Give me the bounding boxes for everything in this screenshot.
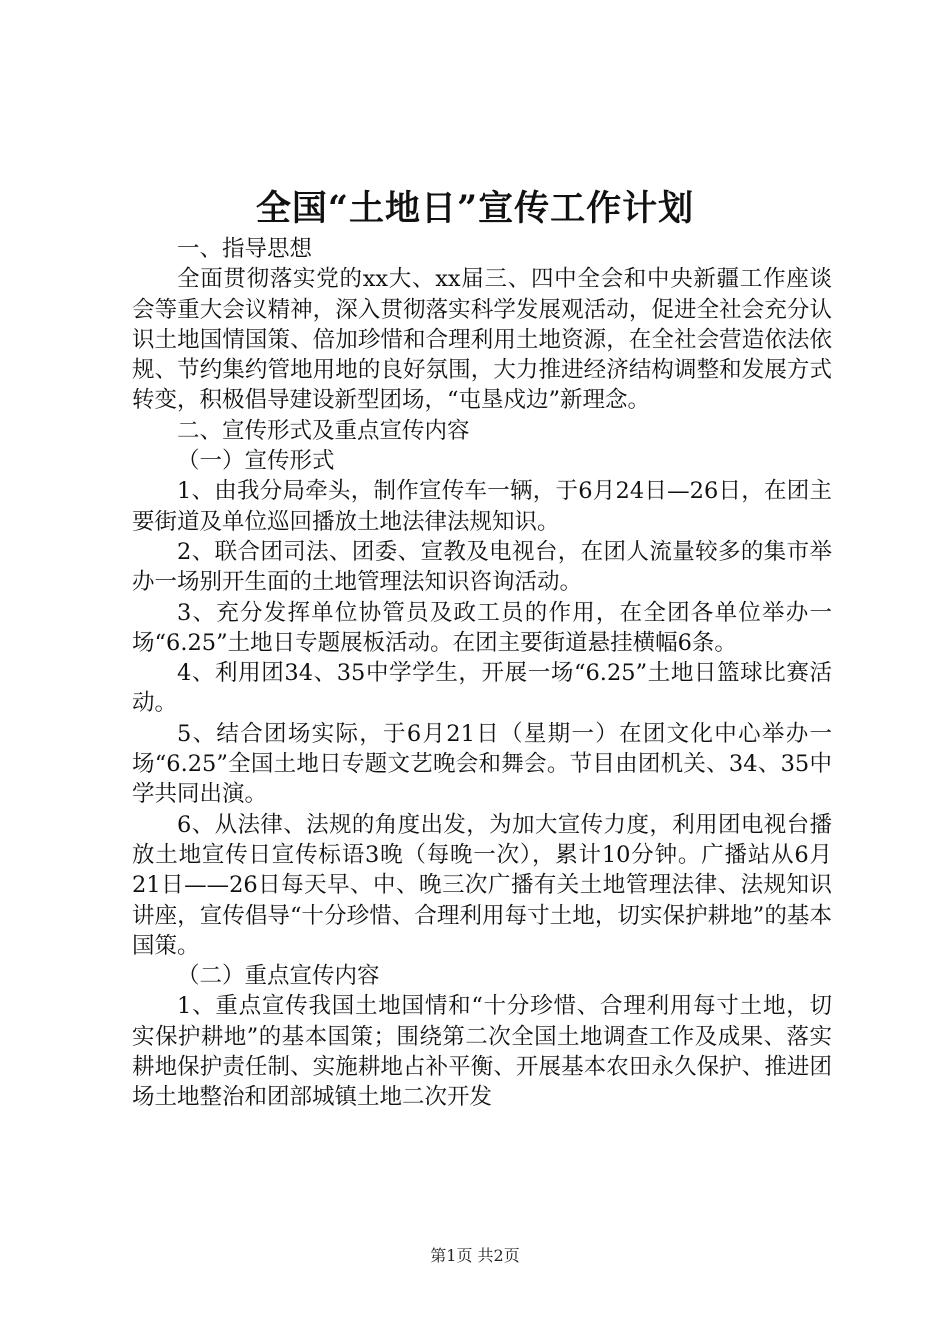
document-title: 全国“土地日”宣传工作计划 [255,188,695,229]
list-item-1: 1、由我分局牵头，制作宣传车一辆，于6月24日—26日，在团主要街道及单位巡回播放土地法律法规知识。 [132,478,832,535]
subsection-heading-key-content: （二）重点宣传内容 [177,963,380,990]
list-item-2: 2、联合团司法、团委、宣教及电视台，在团人流量较多的集市举办一场别开生面的土地管理法知识咨询活动。 [132,538,832,596]
list-item-key-1: 1、重点宣传我国土地国情和“十分珍惜、合理利用每寸土地，切实保护耕地”的基本国策；围绕第二次全国土地调查工作及成果、落实耕地保护责任制、实施耕地占补平衡、开展基本农田永久保护、推进团场土地整治和团部城镇土地二次开发 [132,993,832,1111]
section-heading-guiding-thought: 一、指导思想 [177,236,313,262]
list-item-6: 6、从法律、法规的角度出发，为加大宣传力度，利用团电视台播放土地宣传日宣传标语3晚（每晚一次），累计10分钟。广播站从6月21日——26日每天早、中、晚三次广播有关土地管理法律、法规知识讲座，宣传倡导“十分珍惜、合理利用每寸土地，切实保护耕地”的基本国策。 [132,811,832,959]
paragraph-guiding-thought: 全面贯彻落实党的xx大、xx届三、四中全会和中央新疆工作座谈会等重大会议精神，深入贯彻落实科学发展观活动，促进全社会充分认识土地国情国策、倍加珍惜和合理利用土地资源，在全社会营造依法依规、节约集约管地用地的良好氛围，大力推进经济结构调整和发展方式转变，积极倡导建设新型团场，“屯垦戍边”新理念。 [132,266,832,414]
page-number: 第1页 共2页 [430,1246,520,1265]
list-item-5: 5、结合团场实际，于6月21日（星期一）在团文化中心举办一场“6.25”全国土地日专题文艺晚会和舞会。节目由团机关、34、35中学共同出演。 [132,720,832,808]
subsection-heading-forms: （一）宣传形式 [177,448,335,475]
list-item-4: 4、利用团34、35中学学生，开展一场“6.25”土地日篮球比赛活动。 [132,660,832,717]
document-body [132,234,832,1113]
section-heading-forms-and-content: 二、宣传形式及重点宣传内容 [177,417,470,444]
list-item-3: 3、充分发挥单位协管员及政工员的作用，在全团各单位举办一场“6.25”土地日专题展板活动。在团主要街道悬挂横幅6条。 [132,599,832,656]
